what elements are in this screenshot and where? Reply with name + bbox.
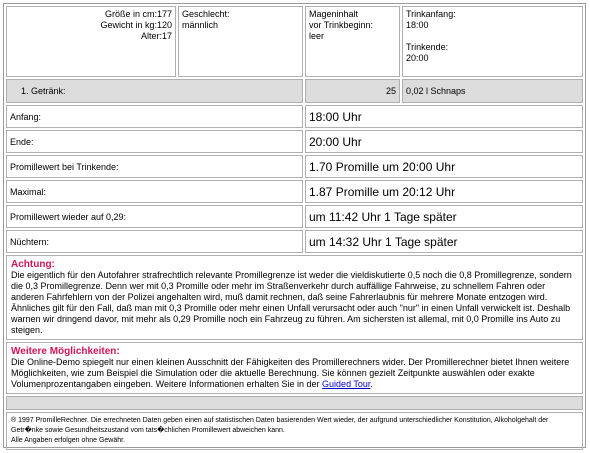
result-row [6,130,583,153]
result-label: Promillewert wieder auf 0,29: [6,205,303,228]
drinking-time-cell [402,6,583,77]
warning-title: Achtung: [11,259,55,270]
footer-line-1: ® 1997 PromilleRechner. Die errechneten Daten geben einen auf statistischen Daten basierenden Wert wieder, der aufgrund unterschiedlicher Konstitution, Alkoholgehalt der [11,417,549,424]
start-label: Trinkanfang: [406,9,456,19]
stomach-value: leer [309,31,325,41]
drink-quantity: 25 [305,79,400,103]
result-value: um 14:32 Uhr 1 Tage später [305,230,583,253]
gender-label: Geschlecht: [182,9,230,19]
warning-cell [6,255,583,340]
more-options-row [6,342,583,394]
result-row [6,155,583,178]
result-row [6,105,583,128]
body-data-cell [6,6,176,77]
input-summary-row [6,6,583,77]
size-text: Größe in cm:177 [104,9,172,19]
result-label: Anfang: [6,105,303,128]
gender-cell [178,6,303,77]
start-value: 18:00 [406,20,429,30]
stomach-cell [305,6,400,77]
warning-text: Die eigentlich für den Autofahrer strafrechtlich relevante Promillegrenze ist weder die vieldiskutierte 0,5 noch die 0,8 Promillegrenze, sondern die 0,3 Promillegrenze. Denn wer mit 0,3 Promille oder mehr im Straßenverkehr durch auffällige Fahrweise, zu schnellem Fahren oder anderen Fahrfehlern von der Polizei angehalten wird, muß damit rechnen, daß seine Fahrerlaubnis für mehrere Monate entzogen wird. Ähnliches gilt für den Fall, daß man mit 0,3 Promille oder mehr einen Unfall verursacht oder auch "nur" in einen Unfall verwickelt ist. Deshalb warnen wir dringend davor, mit mehr als 0,29 Promille noch ein Fahrzeug zu führen. Am sichersten ist allemal, mit 0,0 Promille ins Auto zu steigen. [11,270,572,335]
more-options-text: Die Online-Demo spiegelt nur einen kleinen Ausschnitt der Fähigkeiten des Promillerechners wider. Der Promillerechner bietet Ihnen weitere Möglichkeiten, wie zum Beispiel die Simulation oder die aktuelle Berechnung. Sie können gezielt Zeitpunkte auswählen oder exakte Volumenprozentangaben eingeben. Weitere Informationen erhalten Sie in der [11,357,570,389]
spacer-cell [6,396,583,410]
result-label: Promillewert bei Trinkende: [6,155,303,178]
result-row [6,205,583,228]
more-options-cell [6,342,583,394]
result-value: 18:00 Uhr [305,105,583,128]
end-label: Trinkende: [406,42,449,52]
footer-row [6,412,583,450]
result-value: um 11:42 Uhr 1 Tage später [305,205,583,228]
result-row [6,230,583,253]
result-label: Maximal: [6,180,303,203]
more-options-end: . [370,379,373,389]
spacer-row [6,396,583,410]
stomach-label-1: Mageninhalt [309,9,359,19]
weight-text: Gewicht in kg:120 [100,20,172,30]
footer-line-2: Getr�nke sowie Gesundheitszustand vom tats�chlichen Promillewert abweichen kann. [11,427,285,434]
result-table [4,4,585,452]
drink-description: 0,02 l Schnaps [402,79,583,103]
drink-label: 1. Getränk: [6,79,303,103]
footer-cell [6,412,583,450]
result-label: Ende: [6,130,303,153]
warning-row [6,255,583,340]
gender-value: männlich [182,20,219,30]
result-label: Nüchtern: [6,230,303,253]
footer-line-3: Alle Angaben erfolgen ohne Gewähr. [11,437,126,444]
result-value: 1.87 Promille um 20:12 Uhr [305,180,583,203]
drink-row [6,79,583,103]
calculator-result-frame [3,3,586,448]
more-options-title: Weitere Möglichkeiten: [11,346,120,357]
guided-tour-link[interactable]: Guided Tour [322,379,371,389]
age-text: Alter:17 [140,31,172,41]
result-row [6,180,583,203]
end-value: 20:00 [406,53,429,63]
result-value: 1.70 Promille um 20:00 Uhr [305,155,583,178]
stomach-label-2: vor Trinkbeginn: [309,20,374,30]
result-value: 20:00 Uhr [305,130,583,153]
